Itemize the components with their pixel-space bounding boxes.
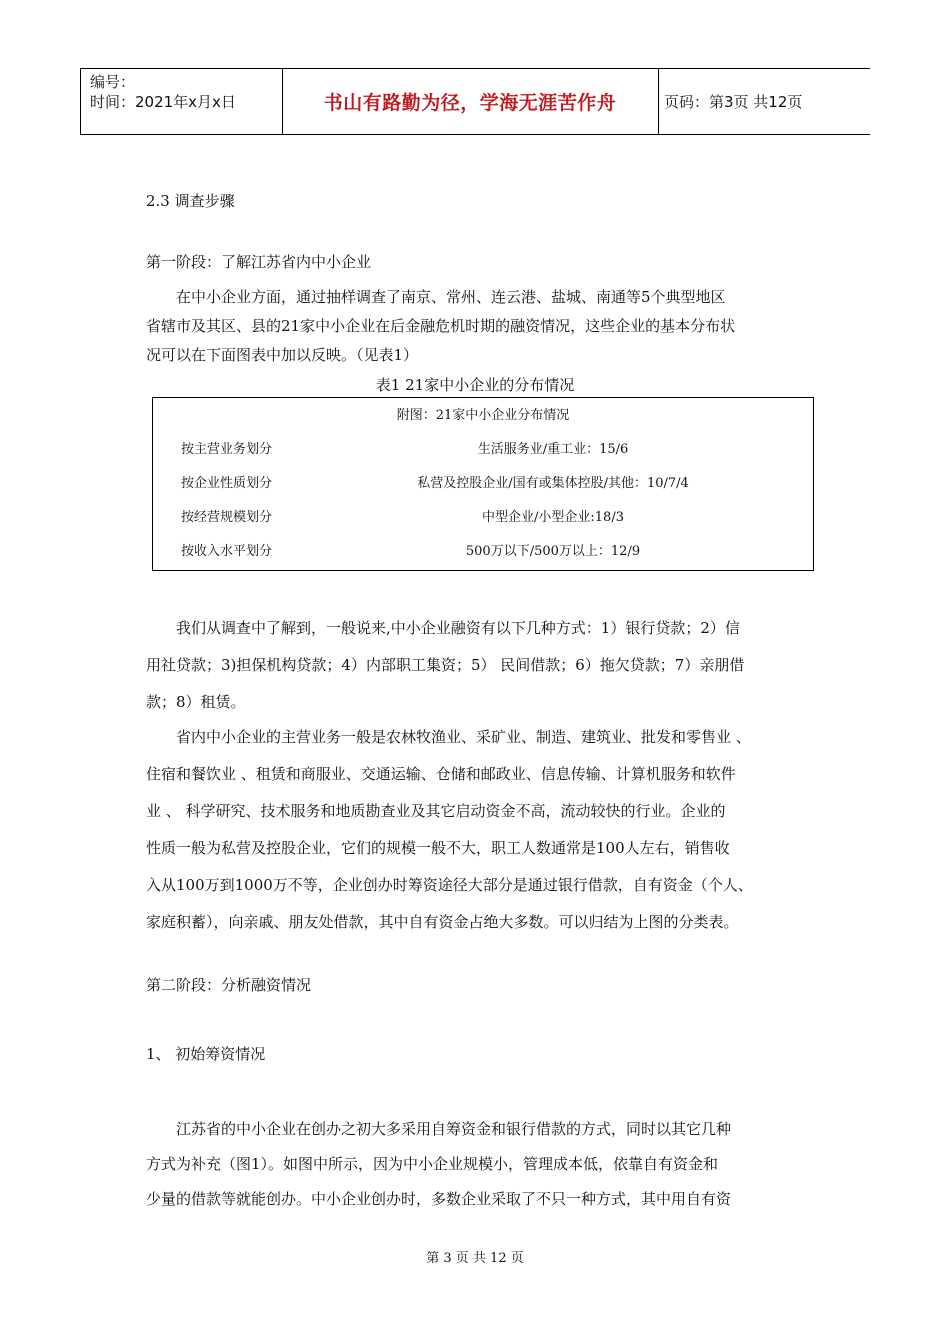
stage1-heading: 第一阶段：了解江苏省内中小企业: [146, 253, 372, 271]
row-value: 私营及控股企业/国有或集体控股/其他：10/7/4: [417, 476, 689, 491]
paragraph-intro: [146, 283, 806, 370]
table-row: [153, 506, 813, 526]
text-line: 业 、 科学研究、技术服务和地质勘查业及其它启动资金不高，流动较快的行业。企业的: [146, 802, 726, 820]
header-motto: 书山有路勤为径，学海无涯苦作舟: [323, 92, 617, 114]
text-line: 用社贷款；3)担保机构贷款；4）内部职工集资；5） 民间借款；6）拖欠贷款；7）亲朋借: [146, 656, 745, 674]
section-heading: 2.3 调查步骤: [146, 192, 235, 210]
text-line: 家庭积蓄），向亲戚、朋友处借款，其中自有资金占绝大多数。可以归结为上图的分类表。: [146, 913, 739, 931]
header-page-info: 页码：第3页 共12页: [664, 93, 803, 111]
row-value: 生活服务业/重工业：15/6: [477, 442, 629, 457]
paragraph-financing-methods: [146, 610, 806, 721]
doc-number-label: 编号：: [90, 73, 136, 91]
distribution-table: [152, 397, 814, 571]
text-line: 住宿和餐饮业 、租赁和商服业、交通运输、仓储和邮政业、信息传输、计算机服务和软件: [146, 765, 736, 783]
table-row: [153, 540, 813, 560]
row-value: 500万以下/500万以上：12/9: [465, 544, 641, 559]
text-line: 江苏省的中小企业在创办之初大多采用自筹资金和银行借款的方式，同时以其它几种: [146, 1120, 732, 1138]
row-label: 按收入水平划分: [181, 544, 273, 559]
text-line: 省辖市及其区、县的21家中小企业在后金融危机时期的融资情况，这些企业的基本分布状: [146, 317, 736, 335]
text-line: 款；8）租赁。: [146, 693, 246, 711]
row-value: 中型企业/小型企业:18/3: [482, 510, 624, 525]
row-label: 按企业性质划分: [181, 476, 273, 491]
table-caption: 表1 21家中小企业的分布情况: [375, 376, 575, 394]
text-line: 我们从调查中了解到，一般说来,中小企业融资有以下几种方式：1）银行贷款；2）信: [146, 619, 740, 637]
stage2-heading: 第二阶段：分析融资情况: [146, 976, 312, 994]
header-divider: [80, 68, 81, 135]
text-line: 入从100万到1000万不等，企业创办时筹资途径大部分是通过银行借款，自有资金（个人、: [146, 876, 753, 894]
doc-time-label: 时间：2021年x月x日: [90, 93, 236, 111]
text-line: 方式为补充（图1）。如图中所示，因为中小企业规模小，管理成本低，依靠自有资金和: [146, 1155, 719, 1173]
paragraph-initial-funding: [146, 1112, 806, 1217]
row-label: 按主营业务划分: [181, 442, 273, 457]
text-line: 省内中小企业的主营业务一般是农林牧渔业、采矿业、制造、建筑业、批发和零售业 、: [146, 728, 751, 746]
text-line: 在中小企业方面，通过抽样调查了南京、常州、连云港、盐城、南通等5个典型地区: [146, 288, 726, 306]
page-header: [80, 68, 870, 136]
text-line: 性质一般为私营及控股企业，它们的规模一般不大，职工人数通常是100人左右，销售收: [146, 839, 730, 857]
table-row: [153, 472, 813, 492]
paragraph-main-business: [146, 719, 806, 941]
text-line: 少量的借款等就能创办。中小企业创办时，多数企业采取了不只一种方式，其中用自有资: [146, 1190, 732, 1208]
page-footer: 第 3 页 共 12 页: [426, 1251, 524, 1266]
row-label: 按经营规模划分: [181, 510, 273, 525]
table-title: 附图：21家中小企业分布情况: [396, 408, 570, 423]
sub1-heading: 1、 初始筹资情况: [146, 1045, 266, 1063]
table-row: [153, 438, 813, 458]
header-divider: [658, 68, 659, 135]
text-line: 况可以在下面图表中加以反映。（见表1）: [146, 346, 419, 364]
header-meta: [90, 72, 236, 112]
